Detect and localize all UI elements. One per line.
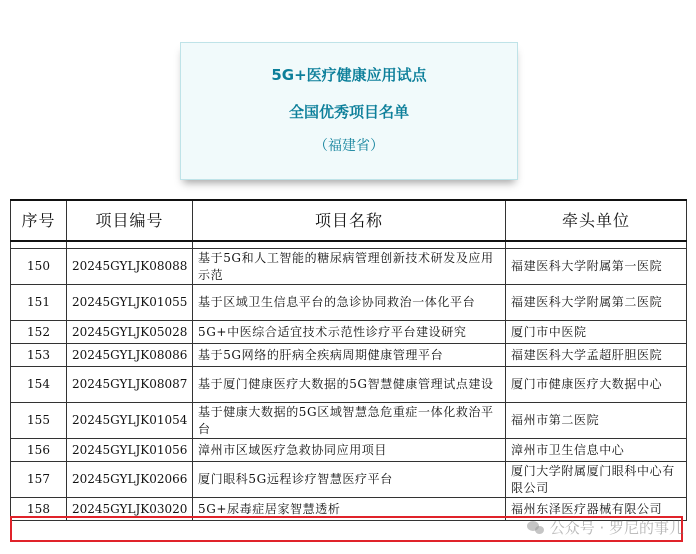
header-unit: 牵头单位 [506,200,687,241]
row-code: 20245GYLJK03020 [67,498,193,521]
table-row [11,344,687,367]
table-row [11,462,687,498]
row-unit: 福建医科大学孟超肝胆医院 [506,344,687,367]
table-header-row [11,200,687,241]
table-row [11,439,687,462]
row-no: 154 [11,367,67,403]
row-unit: 福建医科大学附属第一医院 [506,249,687,285]
table-row [11,249,687,285]
table-row [11,403,687,439]
row-name: 5G+中医综合适宜技术示范性诊疗平台建设研究 [193,321,506,344]
watermark-text: 公众号 · 罗尼的事儿 [549,518,684,537]
row-code: 20245GYLJK01056 [67,439,193,462]
title-line-1: 5G+医疗健康应用试点 [271,66,427,84]
row-code: 20245GYLJK08086 [67,344,193,367]
row-code: 20245GYLJK01055 [67,285,193,321]
row-no: 151 [11,285,67,321]
row-code: 20245GYLJK01054 [67,403,193,439]
wechat-icon [527,520,545,535]
row-name: 5G+尿毒症居家智慧透析 [193,498,506,521]
title-box [180,42,518,180]
row-name: 基于区域卫生信息平台的急诊协同救治一体化平台 [193,285,506,321]
row-unit: 厦门市中医院 [506,321,687,344]
row-no: 158 [11,498,67,521]
table-row [11,321,687,344]
row-unit: 福州东泽医疗器械有限公司 [506,498,687,521]
title-line-2: 全国优秀项目名单 [288,103,409,121]
row-no: 155 [11,403,67,439]
row-no: 152 [11,321,67,344]
row-no: 150 [11,249,67,285]
row-unit: 厦门市健康医疗大数据中心 [506,367,687,403]
row-no: 153 [11,344,67,367]
row-unit: 漳州市卫生信息中心 [506,439,687,462]
row-name: 漳州市区域医疗急救协同应用项目 [193,439,506,462]
row-code: 20245GYLJK05028 [67,321,193,344]
spacer-row [11,241,687,249]
row-code: 20245GYLJK08088 [67,249,193,285]
row-unit: 厦门大学附属厦门眼科中心有限公司 [506,462,687,498]
row-unit: 福州市第二医院 [506,403,687,439]
header-name: 项目名称 [193,200,506,241]
row-code: 20245GYLJK02066 [67,462,193,498]
table-row [11,285,687,321]
header-code: 项目编号 [67,200,193,241]
row-no: 156 [11,439,67,462]
table-row [11,367,687,403]
row-name: 基于5G和人工智能的糖尿病管理创新技术研发及应用示范 [193,249,506,285]
row-name: 基于厦门健康医疗大数据的5G智慧健康管理试点建设 [193,367,506,403]
header-no: 序号 [11,200,67,241]
watermark [527,514,684,540]
row-name: 基于健康大数据的5G区域智慧急危重症一体化救治平台 [193,403,506,439]
row-name: 基于5G网络的肝病全疾病周期健康管理平台 [193,344,506,367]
project-table [10,199,687,521]
row-unit: 福建医科大学附属第二医院 [506,285,687,321]
row-name: 厦门眼科5G远程诊疗智慧医疗平台 [193,462,506,498]
title-province: （福建省） [314,138,384,154]
row-code: 20245GYLJK08087 [67,367,193,403]
row-no: 157 [11,462,67,498]
